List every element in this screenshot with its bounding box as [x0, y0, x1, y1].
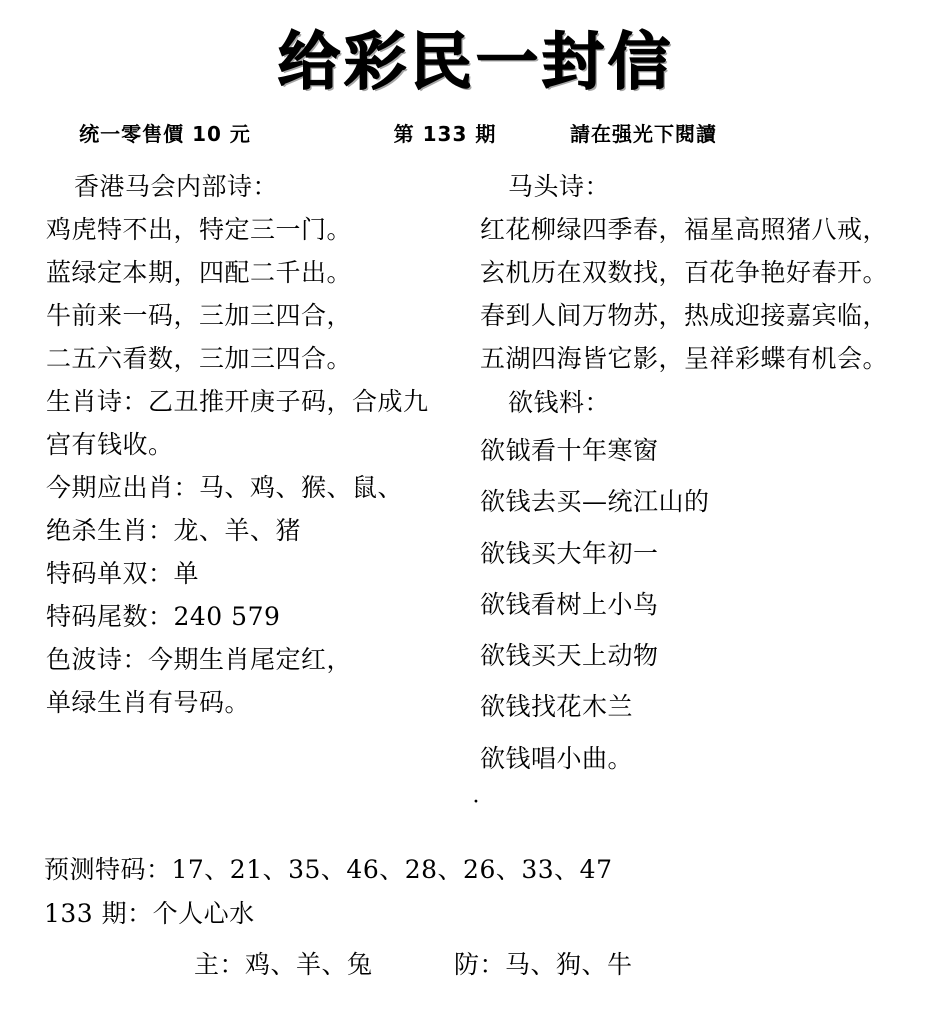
price-label: 统一零售價 10 元	[79, 122, 251, 147]
color-wave-poem-line-2: 单绿生肖有号码。	[46, 688, 251, 718]
footer-block	[0, 808, 952, 982]
wish-line: 欲钱去买—统江山的	[480, 487, 710, 517]
zodiac-poem-line-1: 生肖诗：乙丑推开庚子码，合成九	[46, 387, 429, 417]
left-poem-line: 蓝绿定本期，四配二千出。	[46, 258, 353, 288]
reading-note-label: 請在强光下閱讀	[570, 122, 717, 147]
right-poem-line: 五湖四海皆它影，呈祥彩蝶有机会。	[480, 344, 889, 374]
main-picks-label: 主：鸡、羊、兔	[194, 950, 373, 980]
issue-label: 第 133 期	[393, 122, 497, 147]
wish-line: 欲钱买大年初一	[480, 538, 659, 568]
wish-line: 欲钱买天上动物	[480, 641, 659, 671]
left-poem-line: 牛前来一码，三加三四合，	[46, 301, 353, 331]
right-poem-line: 红花柳绿四季春，福星高照猪八戒，	[480, 215, 889, 245]
wish-line: 欲钱唱小曲。	[480, 743, 634, 773]
wish-line: 欲钱看树上小鸟	[480, 589, 659, 619]
defend-picks-label: 防：马、狗、牛	[454, 950, 633, 980]
right-column	[470, 165, 952, 784]
issue-personal-pick: 133 期：个人心水	[44, 898, 255, 928]
content-columns	[0, 147, 952, 784]
forecast-special-numbers: 预测特码：17、21、35、46、28、26、33、47	[44, 854, 613, 884]
dot-separator: ·	[472, 789, 480, 815]
page-title: 给彩民一封信	[277, 25, 674, 98]
right-poem-line: 春到人间万物苏，热成迎接嘉宾临，	[480, 301, 889, 331]
excluded-zodiac-line: 绝杀生肖：龙、羊、猪	[46, 516, 302, 546]
color-wave-poem-line-1: 色波诗：今期生肖尾定红，	[46, 645, 353, 675]
zodiac-poem-line-2: 宫有钱收。	[46, 430, 174, 460]
left-poem-line: 鸡虎特不出，特定三一门。	[46, 215, 353, 245]
footer-picks-row	[44, 935, 952, 981]
left-column-heading: 香港马会内部诗：	[74, 172, 279, 202]
left-column	[0, 165, 470, 784]
special-tail-numbers-line: 特码尾数：240 579	[46, 602, 281, 632]
expected-zodiac-line: 今期应出肖：马、鸡、猴、鼠、	[46, 473, 404, 503]
right-column-heading: 马头诗：	[508, 172, 611, 202]
wish-section-heading: 欲钱料：	[508, 388, 611, 418]
left-poem-line: 二五六看数，三加三四合。	[46, 344, 353, 374]
wish-line: 欲钺看十年寒窗	[480, 436, 659, 466]
subheader	[0, 96, 952, 147]
wish-line: 欲钱找花木兰	[480, 692, 634, 722]
right-poem-line: 玄机历在双数找，百花争艳好春开。	[480, 258, 889, 288]
special-odd-even-line: 特码单双：单	[46, 559, 200, 589]
